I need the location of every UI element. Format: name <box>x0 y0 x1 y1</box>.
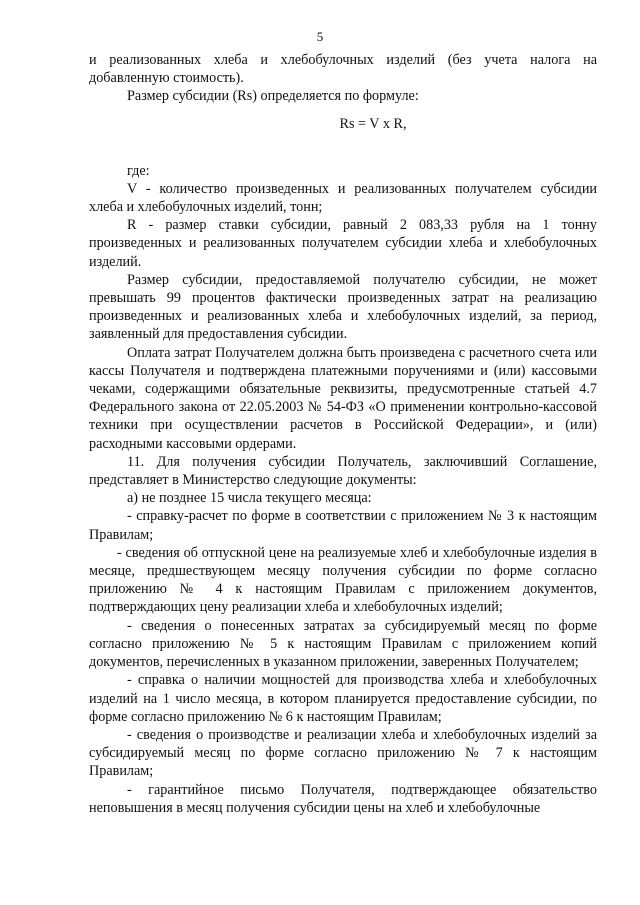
paragraph-continuation: и реализованных хлеба и хлебобулочных изделий (без учета налога на добавленную стоимость). <box>89 52 597 87</box>
paragraph-formula-intro: Размер субсидии (Rs) определяется по формуле: <box>127 88 419 105</box>
list-item-calculation: - справку-расчет по форме в соответствии с приложением № 3 к настоящим Правилам; <box>89 508 597 543</box>
list-item-production: - сведения о производстве и реализации хлеба и хлебобулочных изделий за субсидируемый месяц по форме согласно приложению № 7 к настоящим Правилам; <box>89 726 597 780</box>
list-item-price-info: - сведения об отпускной цене на реализуемые хлеб и хлебобулочные изделия в месяце, предшествующем месяцу получения субсидии по форме согласно приложению № 4 к настоящим Правилам с приложением документов, подтверждающих цену реализации хлеба и хлебобулочных изделий; <box>89 544 597 616</box>
formula: Rs = V x R, <box>339 115 407 132</box>
list-item-capacity: - справка о наличии мощностей для производства хлеба и хлебобулочных изделий на 1 число месяца, в котором планируется предоставление субсидии, по форме согласно приложению № 6 к настоящим Правилам; <box>89 672 597 725</box>
paragraph-r-definition: R - размер ставки субсидии, равный 2 083,33 рубля на 1 тонну произведенных и реализованных получателем субсидии хлеба и хлебобулочных изделий. <box>89 217 597 270</box>
list-item-costs-info: - сведения о понесенных затратах за субсидируемый месяц по форме согласно приложению № 5 к настоящим Правилам с приложением копий документов, перечисленных в указанном приложении, заверенных Получателем; <box>89 617 597 671</box>
paragraph-11: 11. Для получения субсидии Получатель, заключивший Соглашение, представляет в Министерство следующие документы: <box>89 453 597 489</box>
paragraph-v-definition: V - количество произведенных и реализованных получателем субсидии хлеба и хлебобулочных изделий, тонн; <box>89 180 597 216</box>
paragraph-where: где: <box>127 162 150 179</box>
list-item-guarantee-letter: - гарантийное письмо Получателя, подтверждающее обязательство неповышения в месяц получения субсидии цены на хлеб и хлебобулочные <box>89 781 597 816</box>
document-body <box>89 51 597 817</box>
formula-gap <box>89 142 597 162</box>
paragraph-subsidy-limit: Размер субсидии, предоставляемой получателю субсидии, не может превышать 99 процентов фактически произведенных затрат на реализацию произведенных и реализованных хлеба и хлебобулочных изделий, за период, заявленный для предоставления субсидии. <box>89 271 597 343</box>
page-number: 5 <box>316 29 324 44</box>
paragraph-a: а) не позднее 15 числа текущего месяца: <box>127 490 372 507</box>
paragraph-payment: Оплата затрат Получателем должна быть произведена с расчетного счета или кассы Получателя и подтверждена платежными поручениями и (или) кассовыми чеками, содержащими обязательные реквизиты, предусмотренные статьей 4.7 Федерального закона от 22.05.2003 № 54-ФЗ «О применении контрольно-кассовой техники при осуществлении расчетов в Российской Федерации», и (или) расходными кассовыми ордерами. <box>89 344 597 452</box>
